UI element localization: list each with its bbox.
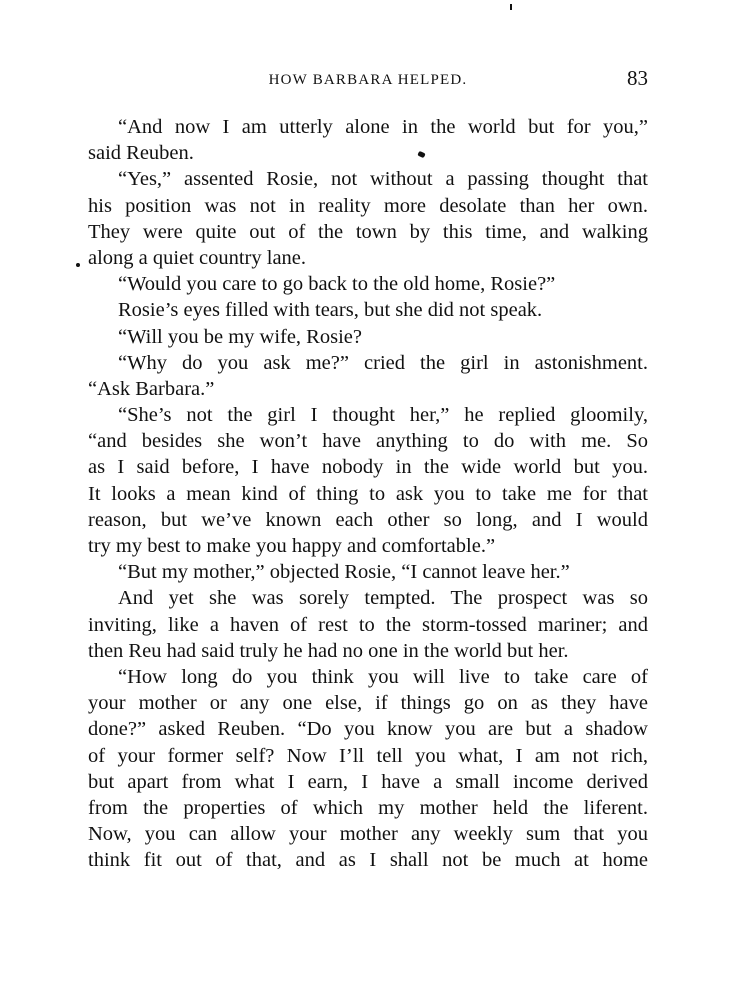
running-head <box>88 66 648 96</box>
text-line: Rosie’s eyes filled with tears, but she did not speak. <box>118 299 543 322</box>
text-line: Now, you can allow your mother any weekly sum that you <box>88 823 648 846</box>
text-line: done?” asked Reuben. “Do you know you are but a shadow <box>88 718 648 741</box>
text-line: “She’s not the girl I thought her,” he replied gloomily, <box>118 404 648 427</box>
text-line: as I said before, I have nobody in the wide world but you. <box>88 456 648 479</box>
text-line: his position was not in reality more desolate than her own. <box>88 194 648 217</box>
text-line: And yet she was sorely tempted. The prospect was so <box>118 587 648 610</box>
text-line: but apart from what I earn, I have a small income derived <box>88 770 648 793</box>
text-line: of your former self? Now I’ll tell you what, I am not rich, <box>88 744 648 767</box>
text-line: said Reuben. <box>88 142 194 165</box>
running-title: HOW BARBARA HELPED. <box>268 72 468 88</box>
text-line: think fit out of that, and as I shall not be much at home <box>88 849 648 872</box>
text-line: It looks a mean kind of thing to ask you to take me for that <box>88 482 648 505</box>
ink-speck-top <box>510 4 512 10</box>
text-line: “Will you be my wife, Rosie? <box>118 325 362 348</box>
body-text <box>88 114 648 873</box>
text-line: “Ask Barbara.” <box>88 377 215 400</box>
text-line: your mother or any one else, if things go on as they have <box>88 692 648 715</box>
text-line: “How long do you think you will live to take care of <box>118 665 648 688</box>
text-line: “And now I am utterly alone in the world but for you,” <box>118 116 648 138</box>
text-line: inviting, like a haven of rest to the storm-tossed mariner; and <box>88 613 648 636</box>
text-line: “Yes,” assented Rosie, not without a passing thought that <box>118 168 648 191</box>
ink-speck-margin <box>76 263 80 267</box>
text-line: “But my mother,” objected Rosie, “I cannot leave her.” <box>118 561 570 584</box>
text-line: “Would you care to go back to the old home, Rosie?” <box>118 273 556 296</box>
text-line: along a quiet country lane. <box>88 246 307 269</box>
text-line: try my best to make you happy and comfortable.” <box>88 535 496 557</box>
text-line: from the properties of which my mother held the liferent. <box>88 796 648 819</box>
text-line: “and besides she won’t have anything to do with me. So <box>88 430 648 453</box>
text-line: “Why do you ask me?” cried the girl in astonishment. <box>118 351 648 374</box>
page-number: 83 <box>627 66 648 90</box>
text-line: reason, but we’ve known each other so long, and I would <box>88 508 648 531</box>
text-line: then Reu had said truly he had no one in the world but her. <box>88 639 569 662</box>
text-line: They were quite out of the town by this time, and walking <box>88 220 648 243</box>
